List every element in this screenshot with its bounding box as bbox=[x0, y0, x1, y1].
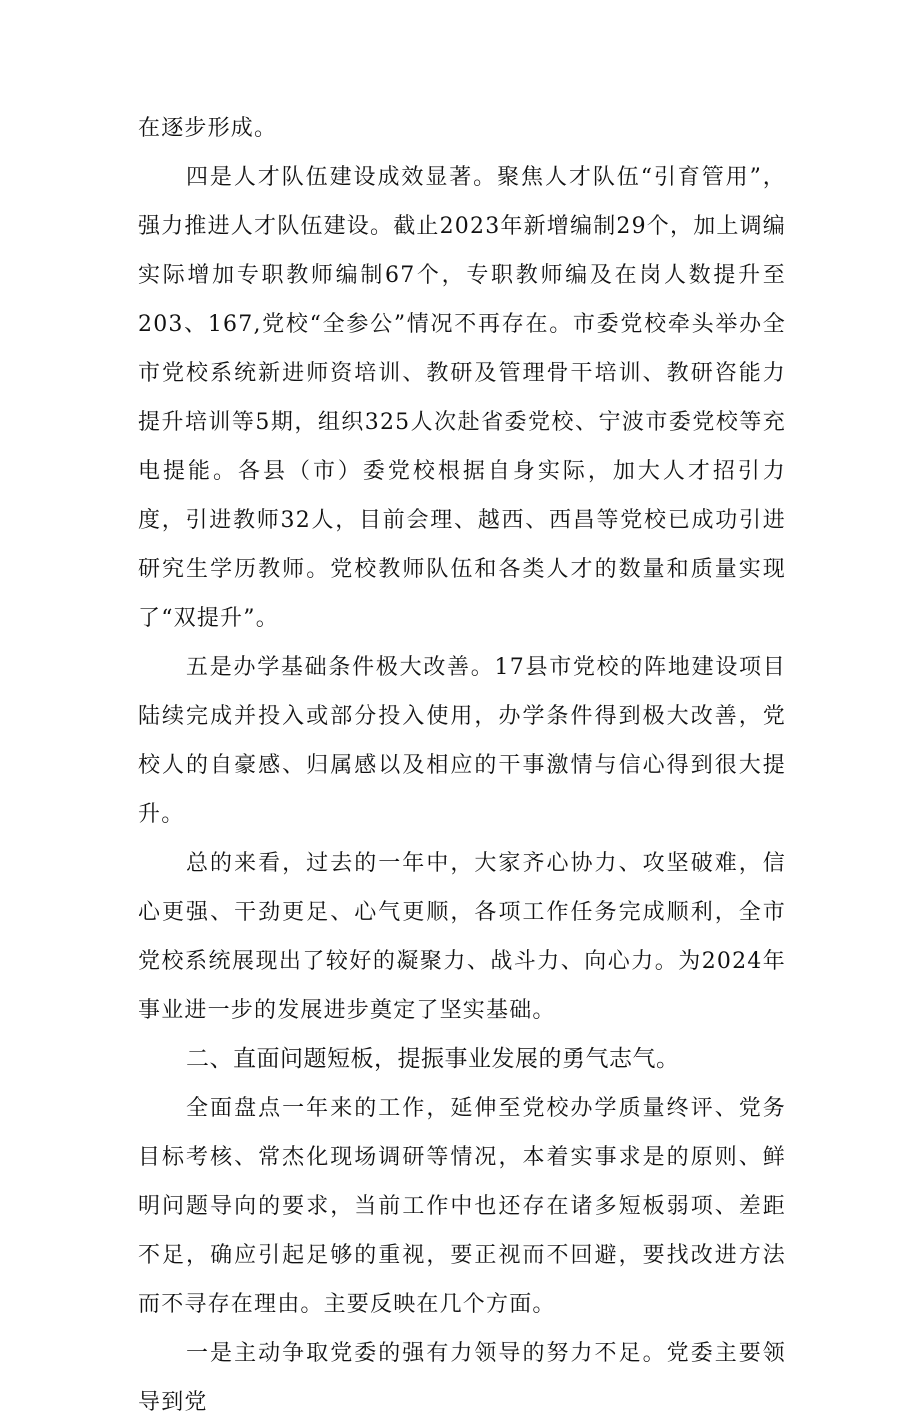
paragraph-text: 在逐步形成。 bbox=[138, 116, 278, 141]
paragraph-text: 聚焦人才队伍“引育管用”，强力推进人才队伍建设。截止2023年新增编制29个，加上调编实际增加专职教师编制67个，专职教师编及在岗人数提升至203、167,党校“全参公”情况不再存在。市委党校牵头举办全市党校系统新进师资培训、教研及管理骨干培训、教研咨能力提升培训等5期，组织325人次赴省委党校、宁波市委党校等充电提能。各县（市）委党校根据自身实际，加大人才招引力度，引进教师32人，目前会理、越西、西昌等党校已成功引进研究生学历教师。党校教师队伍和各类人才的数量和质量实现了“双提升”。 bbox=[138, 165, 786, 631]
paragraph-text: 总的来看，过去的一年中，大家齐心协力、攻坚破难，信心更强、干劲更足、心气更顺，各项工作任务完成顺利，全市党校系统展现出了较好的凝聚力、战斗力、向心力。为2024年事业进一步的发展进步奠定了坚实基础。 bbox=[138, 851, 786, 1023]
paragraph-text: 全面盘点一年来的工作，延伸至党校办学质量终评、党务目标考核、常杰化现场调研等情况，本着实事求是的原则、鲜明问题导向的要求，当前工作中也还存在诸多短板弱项、差距不足，确应引起足够的重视，要正视而不回避，要找改进方法而不寻存在理由。主要反映在几个方面。 bbox=[138, 1096, 786, 1317]
paragraph-continuation bbox=[138, 104, 786, 153]
paragraph-lead: 四是人才队伍建设成效显著。 bbox=[186, 165, 498, 190]
paragraph-school-conditions bbox=[138, 643, 786, 839]
paragraph-lead: 一是主动争取党委的强有力领导的努力不足。 bbox=[186, 1341, 667, 1366]
paragraph-lead: 五是办学基础条件极大改善。 bbox=[186, 655, 495, 680]
paragraph-talent-team bbox=[138, 153, 786, 643]
paragraph-summary bbox=[138, 839, 786, 1035]
paragraph-overview bbox=[138, 1084, 786, 1329]
paragraph-text: 党委主要领导到党 bbox=[138, 1341, 786, 1415]
paragraph-text: 17县市党校的阵地建设项目陆续完成并投入或部分投入使用，办学条件得到极大改善，党校人的自豪感、归属感以及相应的干事激情与信心得到很大提升。 bbox=[138, 655, 786, 827]
paragraph-party-leadership bbox=[138, 1329, 786, 1427]
section-heading: 二、直面问题短板，提振事业发展的勇气志气。 bbox=[186, 1046, 680, 1072]
document-body bbox=[138, 104, 786, 1427]
